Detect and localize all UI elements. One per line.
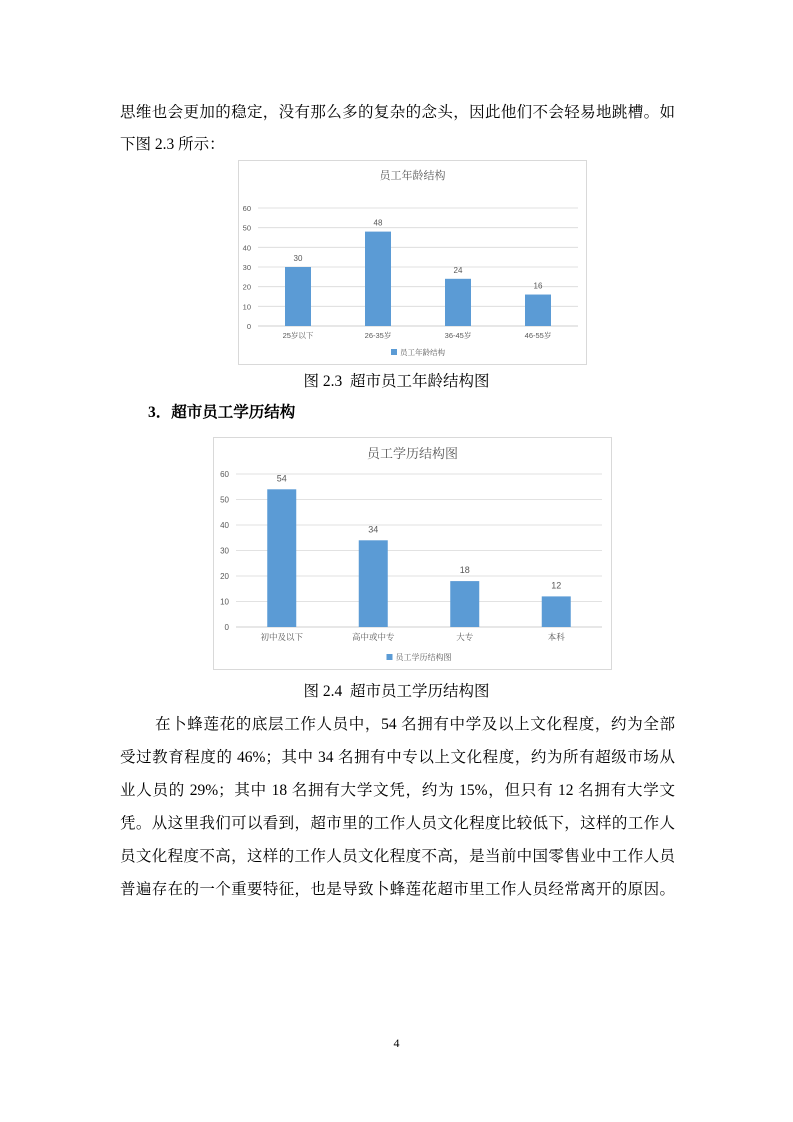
text-line: 受过教育程度的 46%；其中 34 名拥有中专以上文化程度，约为所有超级市场从 [120,749,675,766]
x-tick-label: 本科 [547,632,565,642]
y-tick-label: 60 [220,470,229,479]
page-number: 4 [393,1036,400,1050]
chart-title: 员工年龄结构 [379,170,446,182]
y-tick-label: 0 [224,623,229,632]
x-tick-label: 26-35岁 [364,331,392,340]
bar [359,540,388,627]
text-line: 普遍存在的一个重要特征，也是导致卜蜂莲花超市里工作人员经常离开的原因。 [120,881,675,898]
bar [445,279,471,326]
text-line: 员文化程度不高，这样的工作人员文化程度不高，是当前中国零售业中工作人员 [120,848,675,865]
chart-title: 员工学历结构图 [366,446,459,461]
y-tick-label: 10 [220,597,229,607]
education-structure-bar-chart [213,437,612,670]
bar [285,267,311,326]
y-tick-label: 20 [220,572,229,581]
legend-swatch [387,654,393,660]
bar-value-label: 48 [373,218,383,228]
y-tick-label: 50 [220,495,229,505]
bar-value-label: 12 [551,580,562,591]
y-tick-label: 50 [242,223,251,233]
bar-value-label: 16 [533,281,543,291]
text-line: 业人员的 29%；其中 18 名拥有大学文凭，约为 15%，但只有 12 名拥有大学文 [120,782,675,799]
text-line: 下图 2.3 所示： [120,136,225,153]
bar [525,295,551,326]
bar-value-label: 18 [459,565,470,576]
text-line: 思维也会更加的稳定，没有那么多的复杂的念头，因此他们不会轻易地跳槽。如 [120,104,675,121]
y-tick-label: 10 [242,302,251,312]
legend-label: 员工学历结构图 [395,653,452,662]
legend-label: 员工年龄结构 [400,348,445,357]
bar-value-label: 34 [368,524,379,535]
x-tick-label: 46-55岁 [524,331,552,340]
bar [450,581,479,627]
section-heading: 3．超市员工学历结构 [148,404,296,421]
figure-2-4-education-chart [213,437,612,670]
bar [267,489,296,627]
figure-2-3-age-chart [238,160,587,365]
x-tick-label: 25岁以下 [282,331,314,340]
y-tick-label: 40 [220,521,229,530]
figure-caption: 图 2.4 超市员工学历结构图 [303,683,490,700]
x-tick-label: 初中及以下 [260,632,304,642]
bar-value-label: 24 [453,265,463,275]
bar [542,596,571,627]
y-tick-label: 30 [242,263,251,272]
y-tick-label: 0 [246,322,251,331]
x-tick-label: 36-45岁 [444,331,472,340]
figure-caption: 图 2.3 超市员工年龄结构图 [303,373,490,390]
y-tick-label: 30 [220,546,229,556]
text-line: 在卜蜂莲花的底层工作人员中，54 名拥有中学及以上文化程度，约为全部 [155,716,675,733]
bar-value-label: 54 [276,473,287,484]
legend-swatch [391,349,397,355]
y-tick-label: 20 [242,282,251,292]
bar-value-label: 30 [293,254,303,263]
x-tick-label: 高中或中专 [351,632,395,642]
x-tick-label: 大专 [456,632,474,642]
bar [365,232,391,326]
text-line: 凭。从这里我们可以看到，超市里的工作人员文化程度比较低下，这样的工作人 [120,815,675,832]
age-structure-bar-chart [238,160,587,365]
y-tick-label: 40 [242,243,251,253]
y-tick-label: 60 [242,204,251,213]
